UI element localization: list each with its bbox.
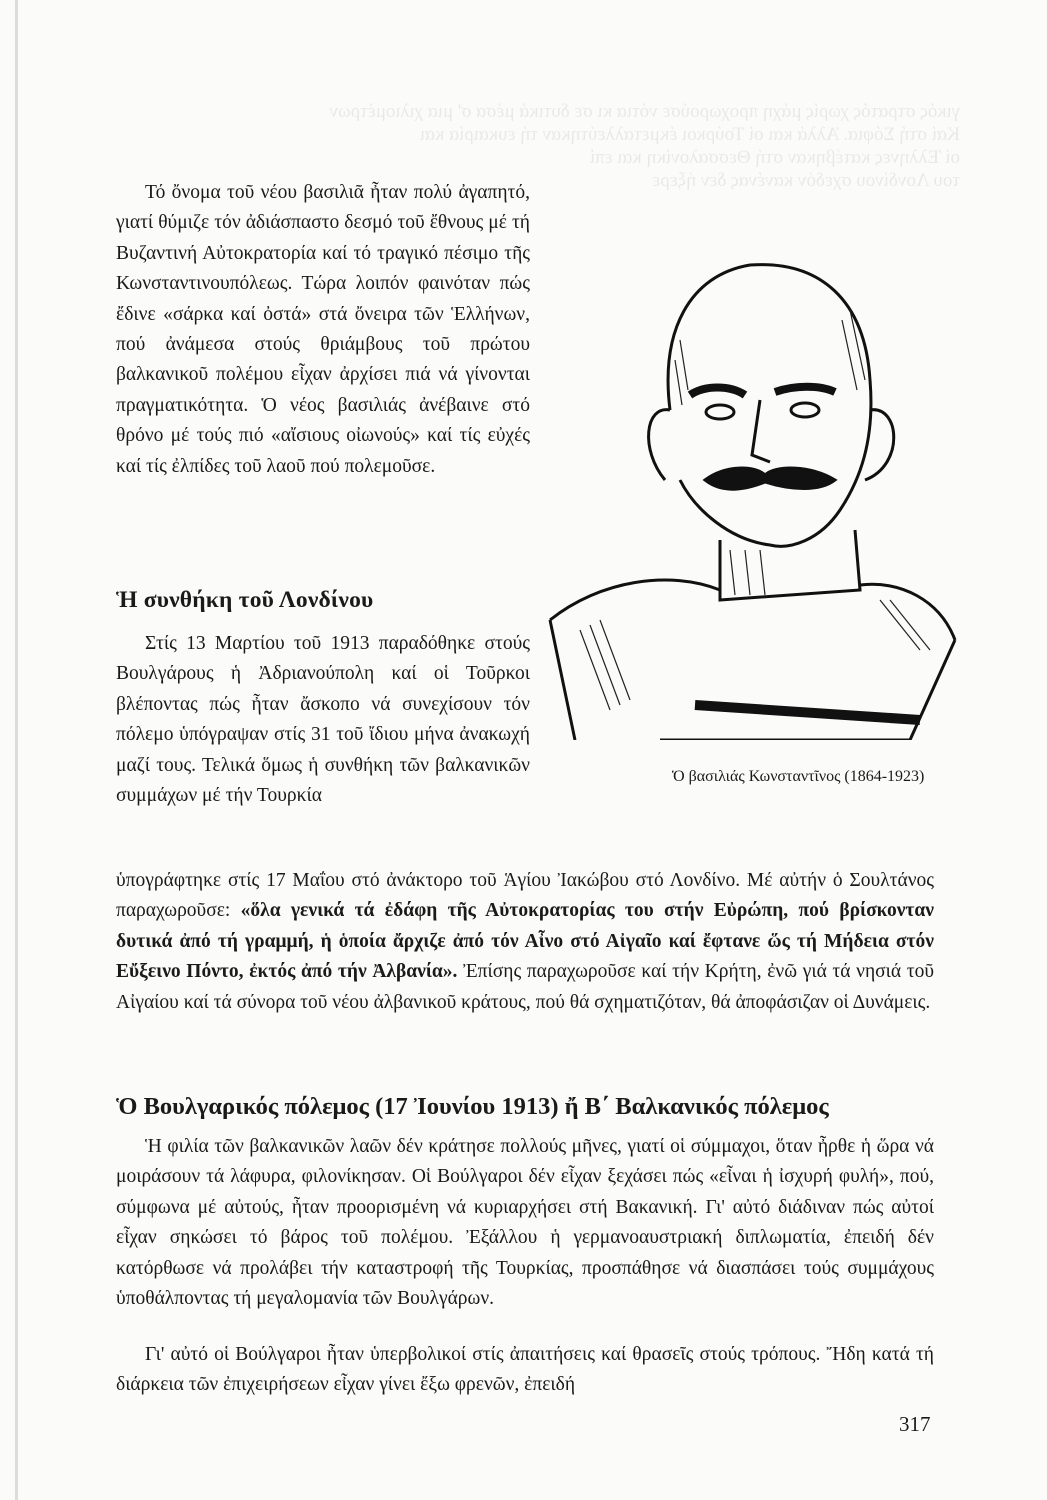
mustache [705, 468, 835, 489]
treaty-text-start: ὑπογράφτηκε στίς 17 Μαΐου στό ἀνάκτορο τοῦ Ἁγίου Ἰακώβου στό Λονδίνο. Μέ αὐτήν ὁ Σουλτάνος παραχωροῦσε: [116, 870, 934, 922]
bleed-line: Καί στή Σόφια. Άλλά και οί Τούρκοι έκμεταλλεύτηκαν τή ευκαιρία και [419, 124, 960, 145]
bulgarian-war-text-1: Ἡ φιλία τῶν βαλκανικῶν λαῶν δέν κράτησε πολλούς μῆνες, γιατί οἱ σύμμαχοι, ὅταν ἦρθε ἡ ὥρα νά μοιράσουν τά λάφυρα, φιλονίκησαν. Οἱ Βούλγαροι δέν εἶχαν ξεχάσει πώς «εἶναι ἡ ἰσχυρή φυλή», πού, σύμφωνα μέ αὐτούς, ἦταν προορισμένη νά κυριαρχήσει στή Βακανική. Γι' αὐτό διάδιναν πώς αὐτοί εἶχαν σηκώσει τό βάρος τοῦ πολέμου. Ἐξάλλου ἡ γερμανοαυστριακή διπλωματία, ἐπειδή δέν κατόρθωσε νά προλάβει τήν καταστροφή τῆς Τουρκίας, προσπάθησε νά διασπάσει τούς συμμάχους ὑποθάλποντας τή μεγαλομανία τῶν Βουλγάρων. [116, 1136, 934, 1310]
portrait-caption: Ὁ βασιλιάς Κωνσταντῖνος (1864-1923) [672, 768, 925, 785]
bleed-line: του Λονδίνου σχεδόν κανένας δεν ήξερε [652, 170, 960, 191]
bulgarian-war-paragraph-1 [116, 1132, 934, 1314]
medal-ribbon [695, 705, 920, 720]
london-treaty-paragraph-full [116, 866, 934, 1018]
section-heading-bulgarian-war: Ὁ Βουλγαρικός πόλεμος (17 Ἰουνίου 1913) ἤ Β΄ Βαλκανικός πόλεμος [116, 1093, 829, 1120]
section-heading-london-treaty: Ἡ συνθήκη τοῦ Λονδίνου [116, 587, 374, 613]
left-ear [649, 410, 670, 480]
tunic-left [550, 620, 575, 740]
shoulders [550, 580, 955, 640]
king-constantine-portrait [520, 180, 960, 740]
hatching [580, 310, 930, 710]
page-number: 317 [899, 1412, 931, 1436]
bleed-line: οί Έλληνες κατέβηκαν στή Θεσσαλονίκη και επί [589, 147, 960, 168]
treaty-quote: «ὅλα γενικά τά ἐδάφη τῆς Αὐτοκρατορίας του στήν Εὐρώπη, πού βρίσκονταν δυτικά ἀπό τή γραμμή, ἡ ὁποία ἄρχιζε ἀπό τόν Αἶνο στό Αἰγαῖο καί ἔφτανε ὥς τή Μήδεια στόν Εὔξεινο Πόντο, ἐκτός ἀπό τήν Ἀλβανία». [116, 900, 934, 983]
intro-text: Τό ὄνομα τοῦ νέου βασιλιᾶ ἦταν πολύ ἀγαπητό, γιατί θύμιζε τόν ἀδιάσπαστο δεσμό τοῦ ἔθνους μέ τή Βυζαντινή Αὐτοκρατορία καί τό τραγικό πέσιμο τῆς Κωνσταντινουπόλεως. Τώρα λοιπόν φαινόταν πώς ἔδινε «σάρκα καί ὀστά» στά ὄνειρα τῶν Ἑλλήνων, πού ἀνάμεσα στούς θριάμβους τοῦ πρώτου βαλκανικοῦ πολέμου εἶχαν ἀρχίσει πιά νά γίνονται πραγματικότητα. Ὁ νέος βασιλιάς ἀνέβαινε στό θρόνο μέ τούς πιό «αἴσιους οἰωνούς» καί τίς εὐχές καί τίς ἐλπίδες τοῦ λαοῦ πού πολεμοῦσε. [116, 182, 530, 477]
collar [720, 530, 860, 600]
tunic-right [660, 640, 955, 740]
left-eye [706, 405, 734, 419]
london-treaty-paragraph-narrow [116, 629, 530, 811]
page-edge-shadow [15, 0, 18, 1500]
london-treaty-text-narrow: Στίς 13 Μαρτίου τοῦ 1913 παραδόθηκε στούς Βουλγάρους ἡ Ἀδριανούπολη καί οἱ Τοῦρκοι βλέποντας πώς ἦταν ἄσκοπο νά συνεχίσουν τόν πόλεμο ὑπόγραψαν στίς 31 τοῦ ἴδιου μήνα ἀνακωχή μαζί τους. Τελικά ὅμως ἡ συνθήκη τῶν βαλκανικῶν συμμάχων μέ τήν Τουρκία [116, 633, 530, 807]
right-brow [775, 387, 835, 392]
treaty-text-end: Ἐπίσης παραχωροῦσε καί τήν Κρήτη, ἐνῶ γιά τά νησιά τοῦ Αἰγαίου καί τά σύνορα τοῦ νέου ἀλβανικοῦ κράτους, πού θά σχηματιζόταν, θά ἀποφάσιζαν οἱ Δυνάμεις. [116, 961, 935, 1013]
head-outline [668, 265, 871, 547]
bulgarian-war-paragraph-2 [116, 1340, 934, 1401]
left-brow [690, 388, 745, 396]
bleed-line: γικός στρατός χωρίς μάχη προχωρούσε νότια κι σε δυτικά μέσα σ' μια χιλιομέτρων [329, 101, 960, 122]
bulgarian-war-text-2: Γι' αὐτό οἱ Βούλγαροι ἦταν ὑπερβολικοί στίς ἀπαιτήσεις καί θρασεῖς στούς τρόπους. Ἤδη κατά τή διάρκεια τῶν ἐπιχειρήσεων εἶχαν γίνει ἔξω φρενῶν, ἐπειδή [116, 1344, 934, 1396]
intro-paragraph [116, 178, 530, 482]
right-eye [791, 403, 819, 417]
nose [752, 400, 770, 462]
